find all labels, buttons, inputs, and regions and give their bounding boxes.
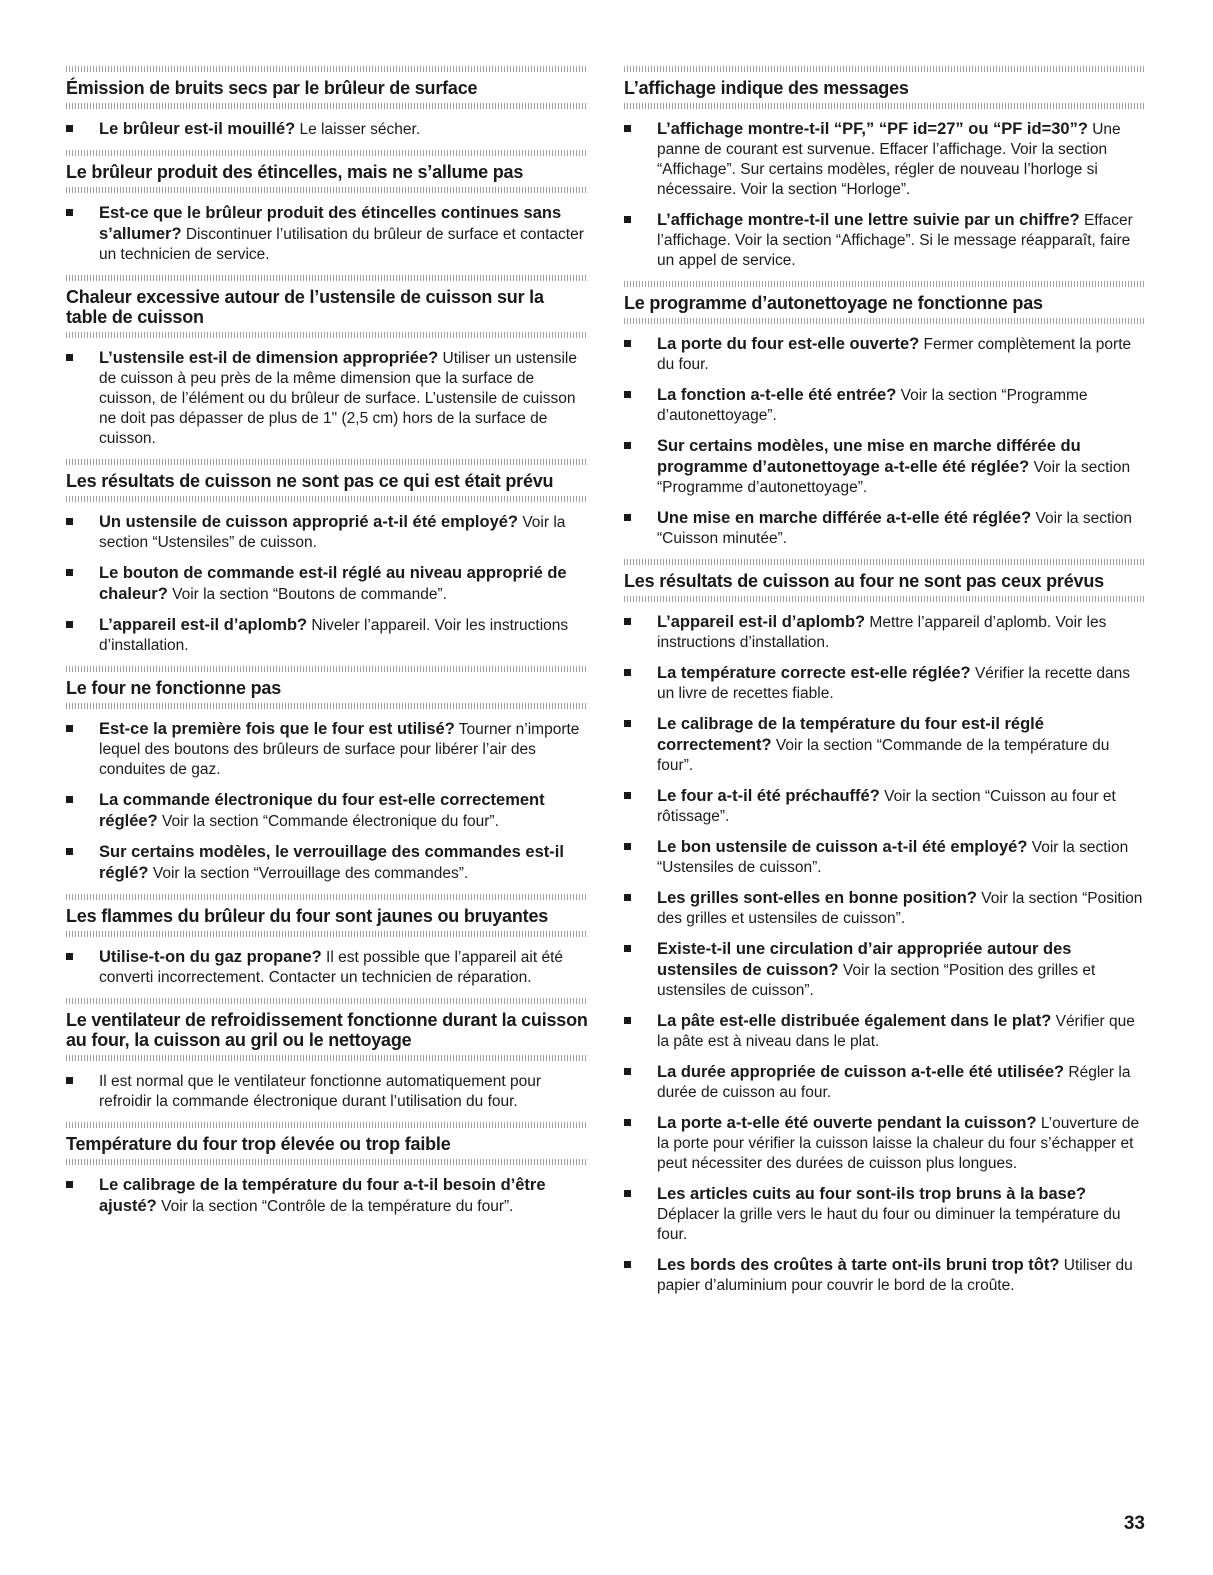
list-item <box>624 1011 1146 1052</box>
question-text: La porte a-t-elle été ouverte pendant la cuisson? <box>657 1114 1037 1132</box>
answer-text: Voir la section “Boutons de commande”. <box>167 586 447 603</box>
section-bottom-rule <box>624 596 1146 602</box>
question-text: Le calibrage de la température du four est-il réglé correctement? <box>657 715 1044 754</box>
question-text: Les articles cuits au four sont-ils trop bruns à la base? <box>657 1185 1087 1203</box>
section-bottom-rule <box>66 931 588 937</box>
question-text: Le calibrage de la température du four a-t-il besoin d’être ajusté? <box>99 1176 546 1215</box>
square-bullet-icon <box>66 518 73 525</box>
question-text: Est-ce la première fois que le four est utilisé? <box>99 720 455 738</box>
list-item <box>624 119 1146 200</box>
question-text: Sur certains modèles, le verrouillage des commandes est-il réglé? <box>99 843 564 882</box>
list-item <box>66 563 588 605</box>
list-item <box>624 1062 1146 1103</box>
section-heading: Température du four trop élevée ou trop faible <box>66 1134 451 1154</box>
list-item <box>624 1255 1146 1296</box>
section-bottom-rule <box>66 1159 588 1165</box>
troubleshooting-section <box>66 150 588 265</box>
answer-text: Voir la section “Commande électronique du four”. <box>157 813 499 830</box>
troubleshooting-section <box>66 66 588 140</box>
square-bullet-icon <box>66 1181 73 1188</box>
section-heading: Les flammes du brûleur du four sont jaunes ou bruyantes <box>66 906 549 926</box>
answer-text: Voir la section “Position des grilles et ustensiles de cuisson”. <box>657 962 1096 999</box>
question-text: L’affichage montre-t-il une lettre suivie par un chiffre? <box>657 211 1080 229</box>
square-bullet-icon <box>66 1077 73 1084</box>
question-text: L’appareil est-il d’aplomb? <box>657 613 866 631</box>
section-heading: Le brûleur produit des étincelles, mais ne s’allume pas <box>66 162 524 182</box>
question-text: Le four a-t-il été préchauffé? <box>657 787 880 805</box>
section-top-rule <box>66 998 588 1004</box>
section-top-rule <box>66 150 588 156</box>
section-top-rule <box>66 894 588 900</box>
answer-text: Discontinuer l’utilisation du brûleur de surface et contacter un technicien de service. <box>99 226 584 263</box>
square-bullet-icon <box>66 569 73 576</box>
section-bottom-rule <box>624 103 1146 109</box>
square-bullet-icon <box>624 1068 631 1075</box>
section-heading: Le programme d’autonettoyage ne fonctionne pas <box>624 293 1043 313</box>
list-item <box>66 947 588 988</box>
square-bullet-icon <box>624 894 631 901</box>
section-top-rule <box>624 66 1146 72</box>
item-list <box>66 1071 588 1112</box>
troubleshooting-section <box>624 66 1146 271</box>
troubleshooting-section <box>66 459 588 656</box>
answer-text: Mettre l’appareil d’aplomb. Voir les instructions d’installation. <box>657 614 1107 651</box>
question-text: Le bouton de commande est-il réglé au niveau approprié de chaleur? <box>99 564 567 603</box>
answer-text: Voir la section “Cuisson minutée”. <box>657 510 1132 547</box>
square-bullet-icon <box>66 848 73 855</box>
section-top-rule <box>624 559 1146 565</box>
item-list <box>66 203 588 265</box>
item-list <box>66 348 588 449</box>
section-top-rule <box>66 1122 588 1128</box>
section-heading: Les résultats de cuisson au four ne sont pas ceux prévus <box>624 571 1104 591</box>
list-item <box>624 888 1146 929</box>
square-bullet-icon <box>624 669 631 676</box>
square-bullet-icon <box>624 1261 631 1268</box>
section-top-rule <box>66 666 588 672</box>
answer-text: Niveler l’appareil. Voir les instructions d’installation. <box>99 617 569 654</box>
answer-text: Utiliser un ustensile de cuisson à peu près de la même dimension que la surface de cuisson, de l’élément ou du brûleur de surface. L’ustensile de cuisson ne doit pas dépasser de plus de 1" (2,5 cm) hors de la surface de cuisson. <box>99 350 577 447</box>
section-heading: Le ventilateur de refroidissement fonctionne durant la cuisson au four, la cuisson au gril ou le nettoyage <box>66 1010 588 1050</box>
square-bullet-icon <box>66 796 73 803</box>
list-item <box>624 714 1146 776</box>
list-item <box>66 203 588 265</box>
square-bullet-icon <box>66 953 73 960</box>
square-bullet-icon <box>624 216 631 223</box>
question-text: La durée appropriée de cuisson a-t-elle été utilisée? <box>657 1063 1065 1081</box>
answer-text: Le laisser sécher. <box>295 121 421 138</box>
question-text: Est-ce que le brûleur produit des étincelles continues sans s’allumer? <box>99 204 562 243</box>
question-text: Le brûleur est-il mouillé? <box>99 120 296 138</box>
square-bullet-icon <box>624 618 631 625</box>
list-item <box>624 786 1146 827</box>
section-bottom-rule <box>66 103 588 109</box>
square-bullet-icon <box>624 792 631 799</box>
list-item <box>624 939 1146 1001</box>
section-bottom-rule <box>66 496 588 502</box>
list-item <box>66 119 588 140</box>
section-top-rule <box>66 275 588 281</box>
answer-text: Voir la section “Ustensiles” de cuisson. <box>99 514 566 551</box>
item-list <box>624 612 1146 1296</box>
square-bullet-icon <box>66 125 73 132</box>
item-list <box>624 119 1146 271</box>
section-bottom-rule <box>624 318 1146 324</box>
troubleshooting-section <box>66 1122 588 1217</box>
troubleshooting-section <box>66 998 588 1112</box>
answer-text: Utiliser du papier d’aluminium pour couvrir le bord de la croûte. <box>657 1257 1133 1294</box>
list-item <box>624 210 1146 271</box>
square-bullet-icon <box>624 1190 631 1197</box>
question-text: Sur certains modèles, une mise en marche différée du programme d’autonettoyage a-t-elle été réglée? <box>657 437 1081 476</box>
question-text: Une mise en marche différée a-t-elle été réglée? <box>657 509 1032 527</box>
list-item <box>624 334 1146 375</box>
troubleshooting-section <box>624 559 1146 1296</box>
question-text: Les bords des croûtes à tarte ont-ils bruni trop tôt? <box>657 1256 1060 1274</box>
section-heading: Émission de bruits secs par le brûleur de surface <box>66 78 478 98</box>
answer-text: Voir la section “Verrouillage des commandes”. <box>148 865 469 882</box>
square-bullet-icon <box>624 843 631 850</box>
section-heading: Les résultats de cuisson ne sont pas ce qui est était prévu <box>66 471 554 491</box>
answer-text: L’ouverture de la porte pour vérifier la cuisson laisse la chaleur du four s’échapper et peut nécessiter des durées de cuisson plus longues. <box>657 1115 1140 1172</box>
section-heading: L’affichage indique des messages <box>624 78 909 98</box>
question-text: La pâte est-elle distribuée également dans le plat? <box>657 1012 1052 1030</box>
answer-text: Vérifier que la pâte est à niveau dans le plat. <box>657 1013 1135 1050</box>
square-bullet-icon <box>624 442 631 449</box>
answer-text: Il est possible que l’appareil ait été converti incorrectement. Contacter un technicien de réparation. <box>99 949 564 986</box>
list-item <box>624 663 1146 704</box>
question-text: La fonction a-t-elle été entrée? <box>657 386 897 404</box>
square-bullet-icon <box>624 1119 631 1126</box>
troubleshooting-section <box>66 275 588 449</box>
list-item <box>624 612 1146 653</box>
list-item <box>66 1175 588 1217</box>
question-text: La commande électronique du four est-elle correctement réglée? <box>99 791 545 830</box>
section-bottom-rule <box>66 332 588 338</box>
list-item <box>66 615 588 656</box>
list-item <box>624 385 1146 426</box>
question-text: Un ustensile de cuisson approprié a-t-il été employé? <box>99 513 519 531</box>
list-item <box>66 348 588 449</box>
square-bullet-icon <box>624 1017 631 1024</box>
section-bottom-rule <box>66 1055 588 1061</box>
square-bullet-icon <box>624 340 631 347</box>
answer-text: Voir la section “Commande de la température du four”. <box>657 737 1110 774</box>
list-item <box>66 719 588 780</box>
question-text: Le bon ustensile de cuisson a-t-il été employé? <box>657 838 1028 856</box>
answer-text: Une panne de courant est survenue. Effacer l’affichage. Voir la section “Affichage”. Sur certains modèles, régler de nouveau l’horloge si nécessaire. Voir la section “Horloge”. <box>657 121 1121 198</box>
answer-text: Il est normal que le ventilateur fonctionne automatiquement pour refroidir la commande électronique durant l’utilisation du four. <box>99 1073 542 1110</box>
answer-text: Voir la section “Programme d’autonettoyage”. <box>657 387 1088 424</box>
square-bullet-icon <box>624 945 631 952</box>
troubleshooting-section <box>66 666 588 884</box>
list-item <box>624 1184 1146 1245</box>
list-item <box>624 837 1146 878</box>
item-list <box>66 512 588 656</box>
answer-text: Fermer complètement la porte du four. <box>657 336 1132 373</box>
item-list <box>66 119 588 140</box>
list-item <box>624 436 1146 498</box>
answer-text: Effacer l’affichage. Voir la section “Affichage”. Si le message réapparaît, faire un appel de service. <box>657 212 1133 269</box>
item-list <box>66 1175 588 1217</box>
square-bullet-icon <box>624 125 631 132</box>
right-column <box>624 66 1146 1306</box>
list-item <box>66 512 588 553</box>
list-item <box>66 1071 588 1112</box>
page-number: 33 <box>1123 1513 1145 1534</box>
list-item <box>66 790 588 832</box>
question-text: L’affichage montre-t-il “PF,” “PF id=27” ou “PF id=30”? <box>657 120 1088 138</box>
question-text: Utilise-t-on du gaz propane? <box>99 948 322 966</box>
question-text: Les grilles sont-elles en bonne position? <box>657 889 977 907</box>
answer-text: Voir la section “Ustensiles de cuisson”. <box>657 839 1129 876</box>
question-text: La température correcte est-elle réglée? <box>657 664 971 682</box>
item-list <box>624 334 1146 549</box>
answer-text: Voir la section “Position des grilles et ustensiles de cuisson”. <box>657 890 1143 927</box>
square-bullet-icon <box>66 209 73 216</box>
section-top-rule <box>624 281 1146 287</box>
question-text: L’appareil est-il d’aplomb? <box>99 616 308 634</box>
list-item <box>624 1113 1146 1174</box>
section-heading: Chaleur excessive autour de l’ustensile de cuisson sur la table de cuisson <box>66 287 544 327</box>
answer-text: Tourner n’importe lequel des boutons des brûleurs de surface pour libérer l’air des conduites de gaz. <box>99 721 580 778</box>
left-column <box>66 66 588 1227</box>
troubleshooting-section <box>66 894 588 988</box>
list-item <box>66 842 588 884</box>
answer-text: Voir la section “Programme d’autonettoyage”. <box>657 459 1131 496</box>
section-bottom-rule <box>66 187 588 193</box>
answer-text: Voir la section “Cuisson au four et rôtissage”. <box>657 788 1116 825</box>
item-list <box>66 719 588 884</box>
answer-text: Vérifier la recette dans un livre de recettes fiable. <box>657 665 1131 702</box>
answer-text: Voir la section “Contrôle de la température du four”. <box>156 1198 514 1215</box>
square-bullet-icon <box>66 354 73 361</box>
section-bottom-rule <box>66 703 588 709</box>
item-list <box>66 947 588 988</box>
question-text: Existe-t-il une circulation d’air appropriée autour des ustensiles de cuisson? <box>657 940 1072 979</box>
square-bullet-icon <box>624 720 631 727</box>
answer-text: Régler la durée de cuisson au four. <box>657 1064 1131 1101</box>
section-heading: Le four ne fonctionne pas <box>66 678 282 698</box>
square-bullet-icon <box>624 514 631 521</box>
square-bullet-icon <box>624 391 631 398</box>
section-top-rule <box>66 66 588 72</box>
answer-text: Déplacer la grille vers le haut du four ou diminuer la température du four. <box>657 1206 1121 1243</box>
section-top-rule <box>66 459 588 465</box>
troubleshooting-section <box>624 281 1146 549</box>
square-bullet-icon <box>66 621 73 628</box>
square-bullet-icon <box>66 725 73 732</box>
question-text: L’ustensile est-il de dimension appropriée? <box>99 349 439 367</box>
list-item <box>624 508 1146 549</box>
question-text: La porte du four est-elle ouverte? <box>657 335 920 353</box>
